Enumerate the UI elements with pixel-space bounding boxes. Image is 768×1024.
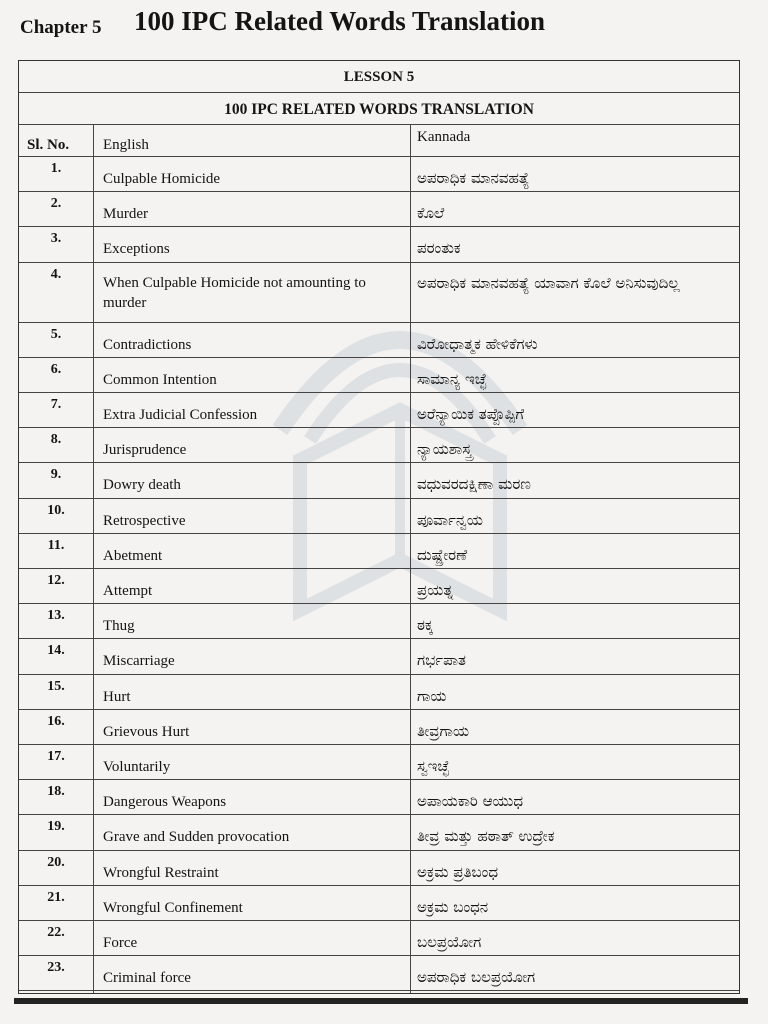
english-term: Wrongful Restraint [103,864,219,881]
table-row [19,323,739,358]
serial-number: 1. [50,161,62,176]
table-row [19,157,739,192]
serial-number: 22. [47,925,65,940]
serial-number: 11. [47,537,65,553]
english-term: Culpable Homicide [103,171,221,187]
kannada-term: ವಿರೋಧಾತ್ಮಕ ಹೇಳಿಕೆಗಳು [417,334,538,353]
serial-number: 15. [47,678,65,694]
chapter-title: 100 IPC Related Words Translation [134,6,546,36]
kannada-term: ಗಾಯ [417,686,447,705]
english-term: Contradictions [103,336,192,353]
serial-number: 3. [50,231,62,247]
chapter-label: Chapter 5 [20,17,102,38]
kannada-term: ನ್ಯಾಯಶಾಸ್ತ್ರ [417,440,472,459]
serial-number: 19. [47,819,65,835]
kannada-term: ಅಕ್ರಮ ಬಂಧನ [417,897,489,916]
serial-number: 13. [47,608,65,624]
table-row [19,358,739,393]
english-term: Abetment [103,547,163,564]
kannada-term: ಗರ್ಭಪಾತ [417,651,466,670]
english-term: Dowry death [103,477,181,494]
kannada-term: ಬಲಪ್ರಯೋಗ [417,933,482,951]
table-row [19,263,739,323]
serial-number: 18. [47,784,65,800]
table-subtitle: 100 IPC RELATED WORDS TRANSLATION [224,101,534,118]
english-term: Murder [103,206,148,223]
kannada-term: ಪೂರ್ವಾನ್ವಯ [417,510,483,529]
column-header-sl: Sl. No. [27,137,70,153]
serial-number: 12. [47,573,65,588]
table-row [19,851,739,886]
table-row [19,192,739,227]
kannada-term: ದುಷ್ಪ್ರೇರಣೆ [417,545,468,564]
english-term: Voluntarily [103,759,171,775]
kannada-term: ಪ್ರಯತ್ನ [417,581,454,599]
english-term: Thug [103,618,135,635]
table-row [19,393,739,428]
serial-number: 17. [47,749,65,764]
english-term: Grievous Hurt [103,723,190,740]
table-row [19,956,739,991]
page-bottom-rule [14,998,748,1004]
english-term: Grave and Sudden provocation [103,829,290,846]
column-divider [93,125,94,993]
kannada-term: ಅಪಾಯಕಾರಿ ಆಯುಧ [417,792,524,811]
serial-number: 14. [47,643,65,659]
english-term: Criminal force [103,970,191,987]
column-header-kannada: Kannada [417,129,471,145]
kannada-term: ಅರೆನ್ಯಾಯಿಕ ತಪ್ಪೊಪ್ಪಿಗೆ [417,405,525,423]
translation-table [18,60,740,994]
table-row [19,227,739,262]
kannada-term: ಅಪರಾಧಿಕ ಬಲಪ್ರಯೋಗ [417,968,536,987]
table-row [19,710,739,745]
kannada-term: ಅಕ್ರಮ ಪ್ರತಿಬಂಧ [417,862,499,881]
kannada-term: ತೀವ್ರಗಾಯ [417,721,470,740]
table-row [19,428,739,463]
serial-number: 21. [47,889,65,905]
kannada-term: ಸ್ವಇಚ್ಛೆ [417,757,450,775]
serial-number: 6. [50,361,62,377]
serial-number: 5. [50,326,62,342]
table-row [19,921,739,956]
serial-number: 2. [50,196,62,212]
english-term: Hurt [103,688,131,705]
table-row [19,745,739,780]
english-term: Dangerous Weapons [103,794,227,811]
english-term: Wrongful Confinement [103,899,243,916]
english-term: Exceptions [103,241,170,258]
english-term: Miscarriage [103,653,175,670]
serial-number: 7. [50,397,62,412]
english-term: Jurisprudence [103,442,187,459]
kannada-term: ತೀವ್ರ ಮತ್ತು ಹಠಾತ್ ಉದ್ರೇಕ [417,827,555,846]
table-row [19,463,739,498]
column-header-row [19,125,739,157]
english-term: Force [103,935,138,951]
column-header-english: English [103,137,149,153]
table-row [19,675,739,710]
english-term: Extra Judicial Confession [103,407,258,423]
lesson-title: LESSON 5 [343,69,415,85]
kannada-term: ಅಪರಾಧಿಕ ಮಾನವಹತ್ಯೆ ಯಾವಾಗ ಕೊಲೆ ಅನಿಸುವುದಿಲ್ಲ [417,273,680,292]
kannada-term: ಪರಂತುಕ [417,239,461,258]
subtitle-row [19,93,739,125]
table-row [19,639,739,674]
table-row [19,815,739,850]
page-header [20,0,760,40]
serial-number: 16. [47,713,65,729]
kannada-term: ಕೊಲೆ [417,204,445,223]
english-term: Common Intention [103,371,217,388]
english-term: Attempt [103,583,153,599]
english-term: Retrospective [103,512,186,529]
serial-number: 8. [50,432,62,448]
table-row [19,886,739,921]
serial-number: 9. [50,467,62,483]
serial-number: 23. [47,960,65,976]
table-row [19,499,739,534]
kannada-term: ಸಾಮಾನ್ಯ ಇಚ್ಛೆ [417,369,487,388]
serial-number: 10. [47,502,65,518]
kannada-term: ಠಕ್ಕ [417,616,434,635]
table-row [19,534,739,569]
lesson-row [19,61,739,93]
kannada-term: ವಧುವರದಕ್ಷಿಣಾ ಮರಣ [417,475,531,494]
table-row [19,780,739,815]
table-row [19,569,739,604]
serial-number: 20. [47,854,65,870]
table-row [19,604,739,639]
serial-number: 4. [50,266,62,282]
kannada-term: ಅಪರಾಧಿಕ ಮಾನವಹತ್ಯೆ [417,169,530,187]
english-term: When Culpable Homicide not amounting to murder [103,274,366,311]
column-divider [410,125,411,993]
